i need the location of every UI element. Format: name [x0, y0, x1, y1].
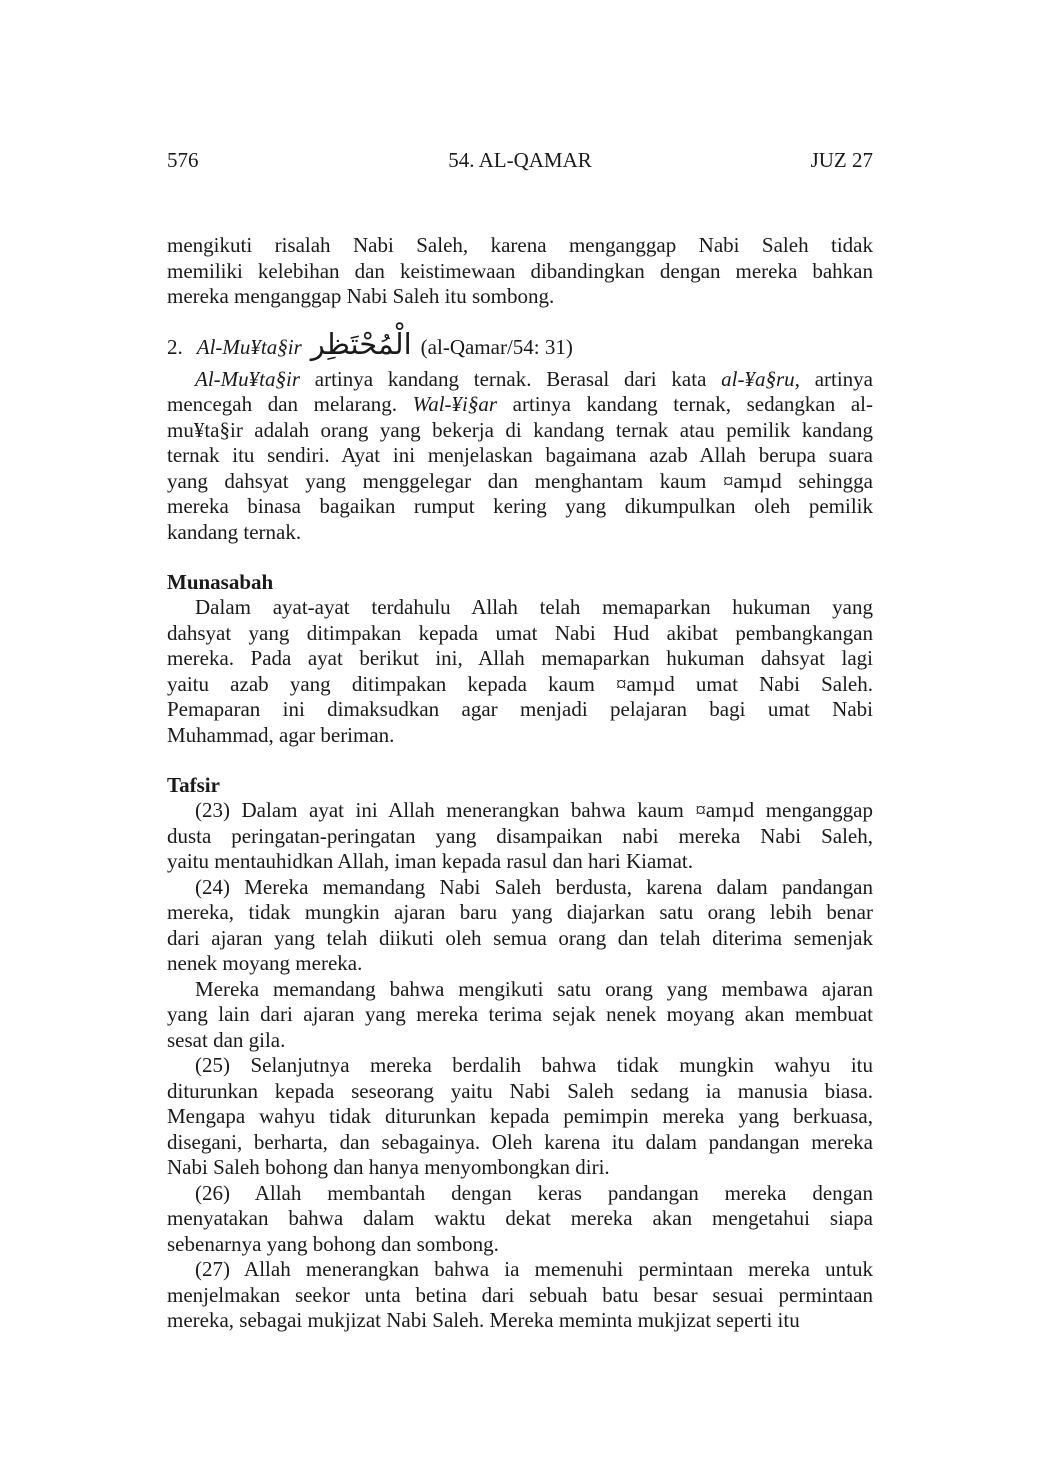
section-heading: Munasabah — [167, 570, 274, 594]
section-heading: Tafsir — [167, 773, 220, 797]
text-line: mereka menganggap Nabi Saleh itu sombong. — [167, 284, 555, 308]
text-line: Pemaparan ini dimaksudkan agar menjadi pelajaran bagi umat Nabi — [167, 697, 873, 721]
verse-term: Al-Mu¥ta§ir — [196, 334, 302, 359]
paragraph — [167, 875, 873, 977]
verse-number: 2. — [167, 334, 183, 359]
paragraph — [167, 1181, 873, 1258]
text-line: yaitu azab yang ditimpakan kepada kaum ¤amµd umat Nabi Saleh. — [167, 671, 873, 696]
paragraph — [167, 233, 873, 310]
text-line: kandang ternak. — [167, 519, 302, 544]
text-line: yang lain dari ajaran yang mereka terima sejak nenek moyang akan membuat — [167, 1002, 873, 1026]
page-number: 576 — [167, 148, 199, 172]
text-line: menjelmakan seekor unta betina dari sebuah batu besar sesuai permintaan — [167, 1282, 873, 1307]
text-line: (23) Dalam ayat ini Allah menerangkan bahwa kaum ¤amµd menganggap — [195, 798, 873, 822]
text-line: sebenarnya yang bohong dan sombong. — [167, 1231, 499, 1256]
text-line: mu¥ta§ir adalah orang yang bekerja di kandang ternak atau pemilik kandang — [167, 417, 873, 442]
text-line: Nabi Saleh bohong dan hanya menyombongkan diri. — [167, 1155, 610, 1179]
text-line: mencegah dan melarang. Wal-¥i§ar artinya kandang ternak, sedangkan al- — [167, 392, 873, 416]
document-body — [167, 233, 873, 1334]
text-line: diturunkan kepada seseorang yaitu Nabi Saleh sedang ia manusia biasa. — [167, 1078, 873, 1103]
verse-heading — [167, 323, 873, 365]
verse-arabic: الْمُحْتَظِر — [310, 326, 412, 361]
text-line: (24) Mereka memandang Nabi Saleh berdusta, karena dalam pandangan — [195, 874, 873, 899]
text-line: dari ajaran yang telah diikuti oleh semua orang dan telah diterima semenjak — [167, 925, 873, 950]
text-line: Al-Mu¥ta§ir artinya kandang ternak. Berasal dari kata al-¥a§ru, artinya — [195, 366, 873, 391]
text-line: menyatakan bahwa dalam waktu dekat mereka akan mengetahui siapa — [167, 1206, 873, 1230]
text-line: nenek moyang mereka. — [167, 951, 363, 975]
text-line: yang dahsyat yang menggelegar dan menghantam kaum ¤amµd sehingga — [167, 468, 873, 493]
text-line: (26) Allah membantah dengan keras pandangan mereka dengan — [195, 1180, 873, 1205]
juz-label: JUZ 27 — [810, 148, 873, 172]
text-line: memiliki kelebihan dan keistimewaan dibandingkan dengan mereka bahkan — [167, 258, 873, 283]
paragraph — [167, 595, 873, 748]
paragraph — [167, 1257, 873, 1334]
paragraph — [167, 1053, 873, 1181]
paragraph — [167, 798, 873, 875]
text-line: Mereka memandang bahwa mengikuti satu orang yang membawa ajaran — [195, 976, 873, 1001]
text-line: mengikuti risalah Nabi Saleh, karena menganggap Nabi Saleh tidak — [167, 233, 873, 257]
text-line: Muhammad, agar beriman. — [167, 722, 395, 747]
verse-reference: (al-Qamar/54: 31) — [420, 334, 573, 359]
page-header — [167, 147, 873, 174]
text-line: dusta peringatan-peringatan yang disampaikan nabi mereka Nabi Saleh, — [167, 823, 873, 848]
text-line: mereka, tidak mungkin ajaran baru yang diajarkan satu orang lebih benar — [167, 900, 873, 924]
text-line: Mengapa wahyu tidak diturunkan kepada pemimpin mereka yang berkuasa, — [167, 1104, 873, 1128]
text-line: ternak itu sendiri. Ayat ini menjelaskan bagaimana azab Allah berupa suara — [167, 443, 873, 467]
text-line: Dalam ayat-ayat terdahulu Allah telah memaparkan hukuman yang — [195, 595, 873, 619]
text-line: yaitu mentauhidkan Allah, iman kepada rasul dan hari Kiamat. — [167, 849, 694, 873]
text-line: mereka. Pada ayat berikut ini, Allah memaparkan hukuman dahsyat lagi — [167, 646, 873, 670]
text-line: (25) Selanjutnya mereka berdalih bahwa tidak mungkin wahyu itu — [195, 1053, 873, 1077]
text-line: (27) Allah menerangkan bahwa ia memenuhi permintaan mereka untuk — [195, 1257, 873, 1281]
text-line: mereka binasa bagaikan rumput kering yang dikumpulkan oleh pemilik — [167, 494, 873, 518]
chapter-title: 54. AL-QAMAR — [448, 148, 592, 172]
text-line: mereka, sebagai mukjizat Nabi Saleh. Mereka meminta mukjizat seperti itu — [167, 1308, 800, 1332]
text-line: dahsyat yang ditimpakan kepada umat Nabi Hud akibat pembangkangan — [167, 620, 873, 645]
paragraph — [167, 367, 873, 546]
paragraph — [167, 977, 873, 1054]
text-line: sesat dan gila. — [167, 1027, 286, 1052]
text-line: disegani, berharta, dan sebagainya. Oleh karena itu dalam pandangan mereka — [167, 1129, 873, 1154]
